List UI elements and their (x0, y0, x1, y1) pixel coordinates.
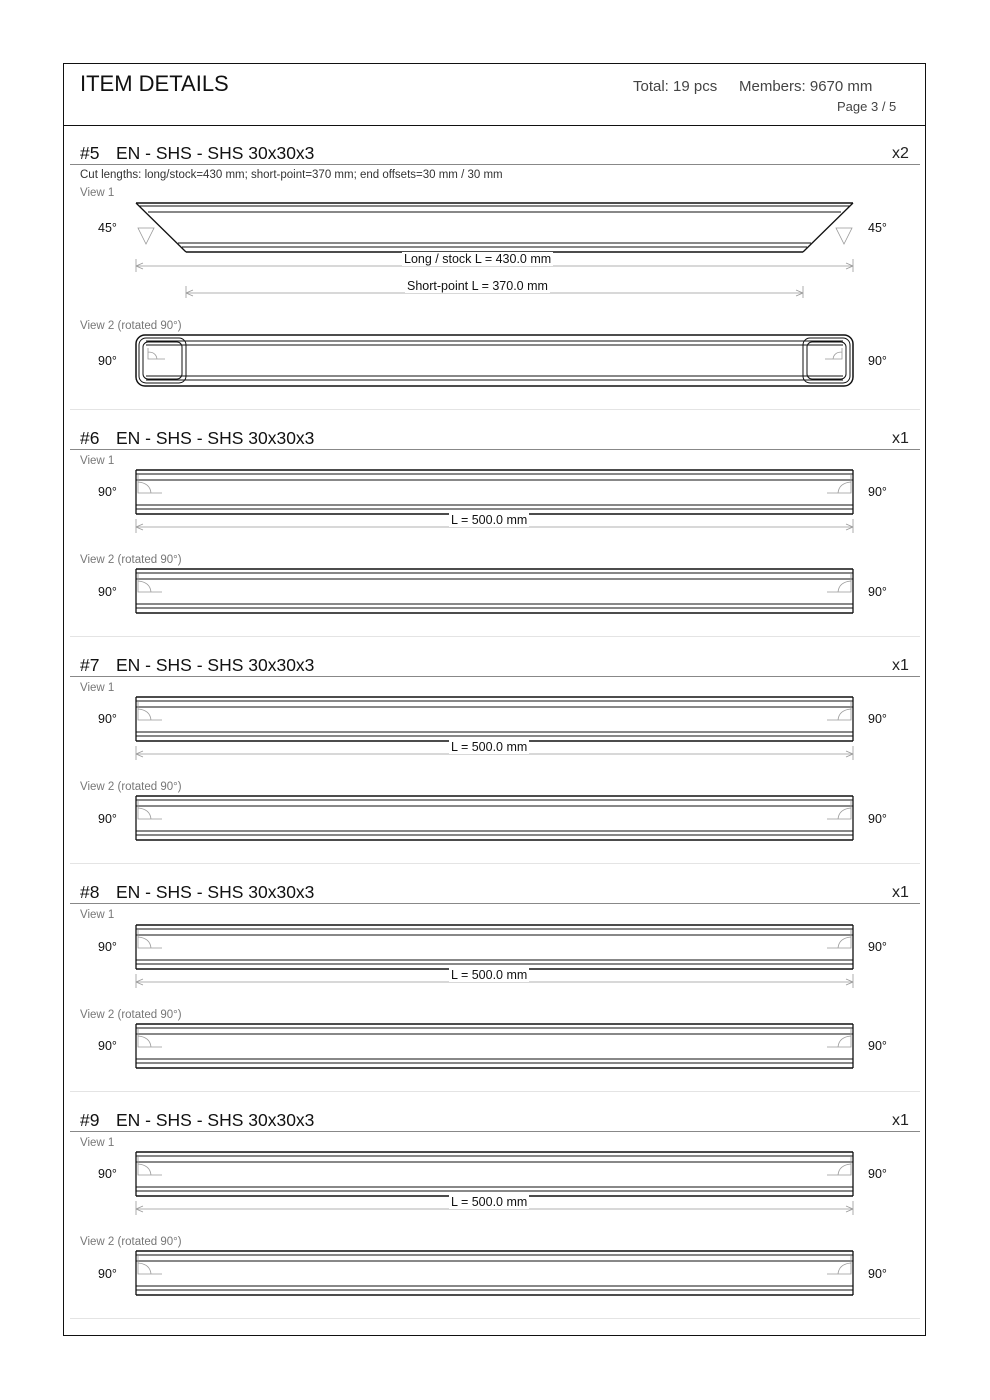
right-angle: 90° (868, 940, 887, 954)
page-number: Page 3 / 5 (837, 99, 897, 114)
right-angle: 45° (868, 221, 887, 235)
right-angle: 90° (868, 585, 887, 599)
left-angle: 90° (98, 485, 117, 499)
dimension-length-label: L = 500.0 mm (451, 740, 528, 754)
item-profile-name: EN - SHS - SHS 30x30x3 (116, 655, 315, 675)
item-quantity: x1 (892, 430, 909, 447)
view-1-label: View 1 (80, 682, 115, 694)
item-quantity: x2 (892, 145, 909, 162)
dimension-long-label: Long / stock L = 430.0 mm (404, 252, 552, 266)
right-angle: 90° (868, 354, 887, 368)
view-2-label: View 2 (rotated 90°) (80, 1236, 182, 1248)
left-angle: 90° (98, 940, 117, 954)
item-quantity: x1 (892, 1112, 909, 1129)
right-angle: 90° (868, 1267, 887, 1281)
right-angle: 90° (868, 1167, 887, 1181)
view-1-label: View 1 (80, 909, 115, 921)
item-profile-name: EN - SHS - SHS 30x30x3 (116, 1110, 315, 1130)
left-angle: 90° (98, 585, 117, 599)
left-angle: 45° (98, 221, 117, 235)
view-1-label: View 1 (80, 187, 115, 199)
item-number: #7 (80, 655, 100, 675)
left-angle: 90° (98, 1167, 117, 1181)
view-1-label: View 1 (80, 455, 115, 467)
item-profile-name: EN - SHS - SHS 30x30x3 (116, 882, 315, 902)
item-number: #5 (80, 143, 100, 163)
right-angle: 90° (868, 1039, 887, 1053)
left-angle: 90° (98, 1039, 117, 1053)
dimension-length-label: L = 500.0 mm (451, 968, 528, 982)
members-length: Members: 9670 mm (739, 78, 873, 95)
item-profile-name: EN - SHS - SHS 30x30x3 (116, 428, 315, 448)
view-1-label: View 1 (80, 1137, 115, 1149)
right-angle: 90° (868, 485, 887, 499)
item-quantity: x1 (892, 657, 909, 674)
item-separator (70, 1318, 920, 1319)
view-2-label: View 2 (rotated 90°) (80, 781, 182, 793)
dimension-length-label: L = 500.0 mm (451, 1195, 528, 1209)
item-number: #8 (80, 882, 100, 902)
left-angle: 90° (98, 1267, 117, 1281)
item-number: #9 (80, 1110, 100, 1130)
left-angle: 90° (98, 812, 117, 826)
right-angle: 90° (868, 812, 887, 826)
item-number: #6 (80, 428, 100, 448)
left-angle: 90° (98, 712, 117, 726)
view-2-label: View 2 (rotated 90°) (80, 320, 182, 332)
dimension-short-label: Short-point L = 370.0 mm (407, 279, 548, 293)
view-2-label: View 2 (rotated 90°) (80, 1009, 182, 1021)
total-count: Total: 19 pcs (633, 78, 718, 95)
left-angle: 90° (98, 354, 117, 368)
item-profile-name: EN - SHS - SHS 30x30x3 (116, 143, 315, 163)
view-2-label: View 2 (rotated 90°) (80, 554, 182, 566)
cut-lengths-note: Cut lengths: long/stock=430 mm; short-point=370 mm; end offsets=30 mm / 30 mm (80, 169, 503, 181)
right-angle: 90° (868, 712, 887, 726)
dimension-length-label: L = 500.0 mm (451, 513, 528, 527)
item-quantity: x1 (892, 884, 909, 901)
page-title: ITEM DETAILS (80, 71, 229, 96)
